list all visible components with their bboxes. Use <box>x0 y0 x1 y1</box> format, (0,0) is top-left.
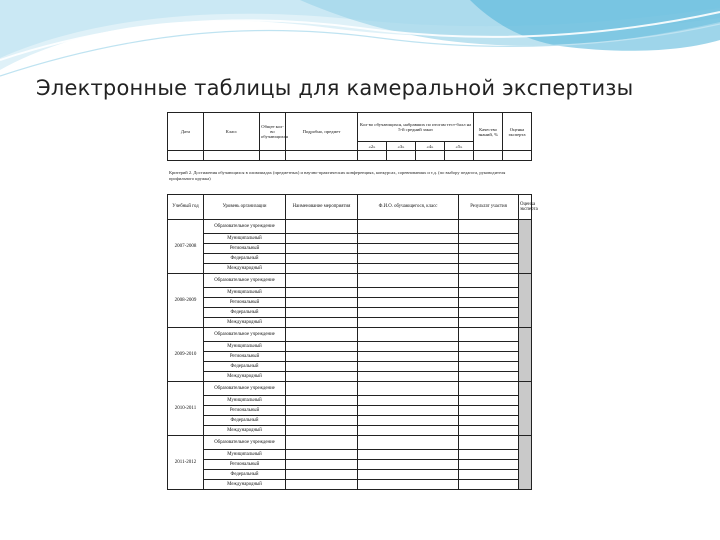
level-cell: Муниципальный <box>204 342 286 352</box>
table-row <box>168 372 532 382</box>
table-row <box>168 342 532 352</box>
level-cell: Муниципальный <box>204 450 286 460</box>
table-row <box>168 244 532 254</box>
level-cell: Международный <box>204 372 286 382</box>
level-cell: Муниципальный <box>204 234 286 244</box>
expert-score-cell <box>519 436 532 490</box>
table-row <box>168 151 532 161</box>
header-expert-score: Оценка эксперта <box>503 113 532 151</box>
expert-score-cell <box>519 328 532 382</box>
level-cell: Федеральный <box>204 470 286 480</box>
year-cell: 2007-2008 <box>168 220 204 274</box>
table-row <box>168 396 532 406</box>
level-cell: Федеральный <box>204 416 286 426</box>
table-body <box>168 220 532 490</box>
level-cell: Муниципальный <box>204 396 286 406</box>
expert-score-cell <box>519 382 532 436</box>
header-expert-score-2: Оценка эксперта <box>519 195 532 220</box>
table-row <box>168 318 532 328</box>
header-school-year: Учебный год <box>168 195 204 220</box>
table-row <box>168 470 532 480</box>
level-cell: Региональный <box>204 406 286 416</box>
level-cell: Региональный <box>204 298 286 308</box>
level-cell: Образовательное учреждение <box>204 382 286 396</box>
level-cell: Международный <box>204 480 286 490</box>
table-row <box>168 298 532 308</box>
expert-score-cell <box>519 220 532 274</box>
table-row <box>168 264 532 274</box>
subheader-grade-4: «4» <box>416 142 445 151</box>
table-row <box>168 234 532 244</box>
level-cell: Федеральный <box>204 362 286 372</box>
header-date: Дата <box>168 113 204 151</box>
table-criterion-2 <box>167 194 538 490</box>
year-cell: 2010-2011 <box>168 382 204 436</box>
table-row <box>168 450 532 460</box>
table-row <box>168 460 532 470</box>
table-row <box>168 426 532 436</box>
level-cell: Федеральный <box>204 254 286 264</box>
subheader-grade-2: «2» <box>358 142 387 151</box>
header-event-name: Наименование мероприятия <box>286 195 358 220</box>
level-cell: Международный <box>204 264 286 274</box>
subheader-grade-5: «5» <box>445 142 474 151</box>
header-total-students: Общее кол-во обучающихся <box>260 113 286 151</box>
level-cell: Образовательное учреждение <box>204 220 286 234</box>
table-row <box>168 416 532 426</box>
table-row <box>168 406 532 416</box>
year-cell: 2011-2012 <box>168 436 204 490</box>
header-class: Класс <box>204 113 260 151</box>
level-cell: Федеральный <box>204 308 286 318</box>
level-cell: Региональный <box>204 352 286 362</box>
level-cell: Образовательное учреждение <box>204 274 286 288</box>
year-cell: 2008-2009 <box>168 274 204 328</box>
header-grade-counts: Кол-во обучающихся, набравших по итогам тест-балл на 5-й средний заказ <box>358 113 474 142</box>
criterion-2-text: Критерий 2. Достижения обучающихся в олимпиадах (предметных) и научно-практических конференциях, конкурсах, соревнованиях и т.д. (по выбору педагога, руководителя профильного кружка) <box>169 170 506 181</box>
table-criterion-1 <box>167 112 532 161</box>
level-cell: Муниципальный <box>204 288 286 298</box>
level-cell: Образовательное учреждение <box>204 436 286 450</box>
table-row <box>168 274 532 288</box>
scanned-document <box>167 112 538 518</box>
header-level: Уровень организации <box>204 195 286 220</box>
table-row <box>168 308 532 318</box>
level-cell: Международный <box>204 318 286 328</box>
header-student-name: Ф.И.О. обучающегося, класс <box>358 195 459 220</box>
table-row <box>168 288 532 298</box>
table-row <box>168 382 532 396</box>
table-row <box>168 254 532 264</box>
year-cell: 2009-2010 <box>168 328 204 382</box>
table-row <box>168 328 532 342</box>
table-row <box>168 352 532 362</box>
level-cell: Образовательное учреждение <box>204 328 286 342</box>
table-row <box>168 436 532 450</box>
header-result: Результат участия <box>459 195 519 220</box>
header-quality: Качество знаний, % <box>474 113 503 151</box>
table-row <box>168 220 532 234</box>
table-row <box>168 362 532 372</box>
table-row <box>168 480 532 490</box>
level-cell: Региональный <box>204 244 286 254</box>
level-cell: Региональный <box>204 460 286 470</box>
expert-score-cell <box>519 274 532 328</box>
level-cell: Международный <box>204 426 286 436</box>
slide-title: Электронные таблицы для камеральной экспертизы <box>36 76 634 100</box>
header-subject: Подробно, предмет <box>286 113 358 151</box>
subheader-grade-3: «3» <box>387 142 416 151</box>
